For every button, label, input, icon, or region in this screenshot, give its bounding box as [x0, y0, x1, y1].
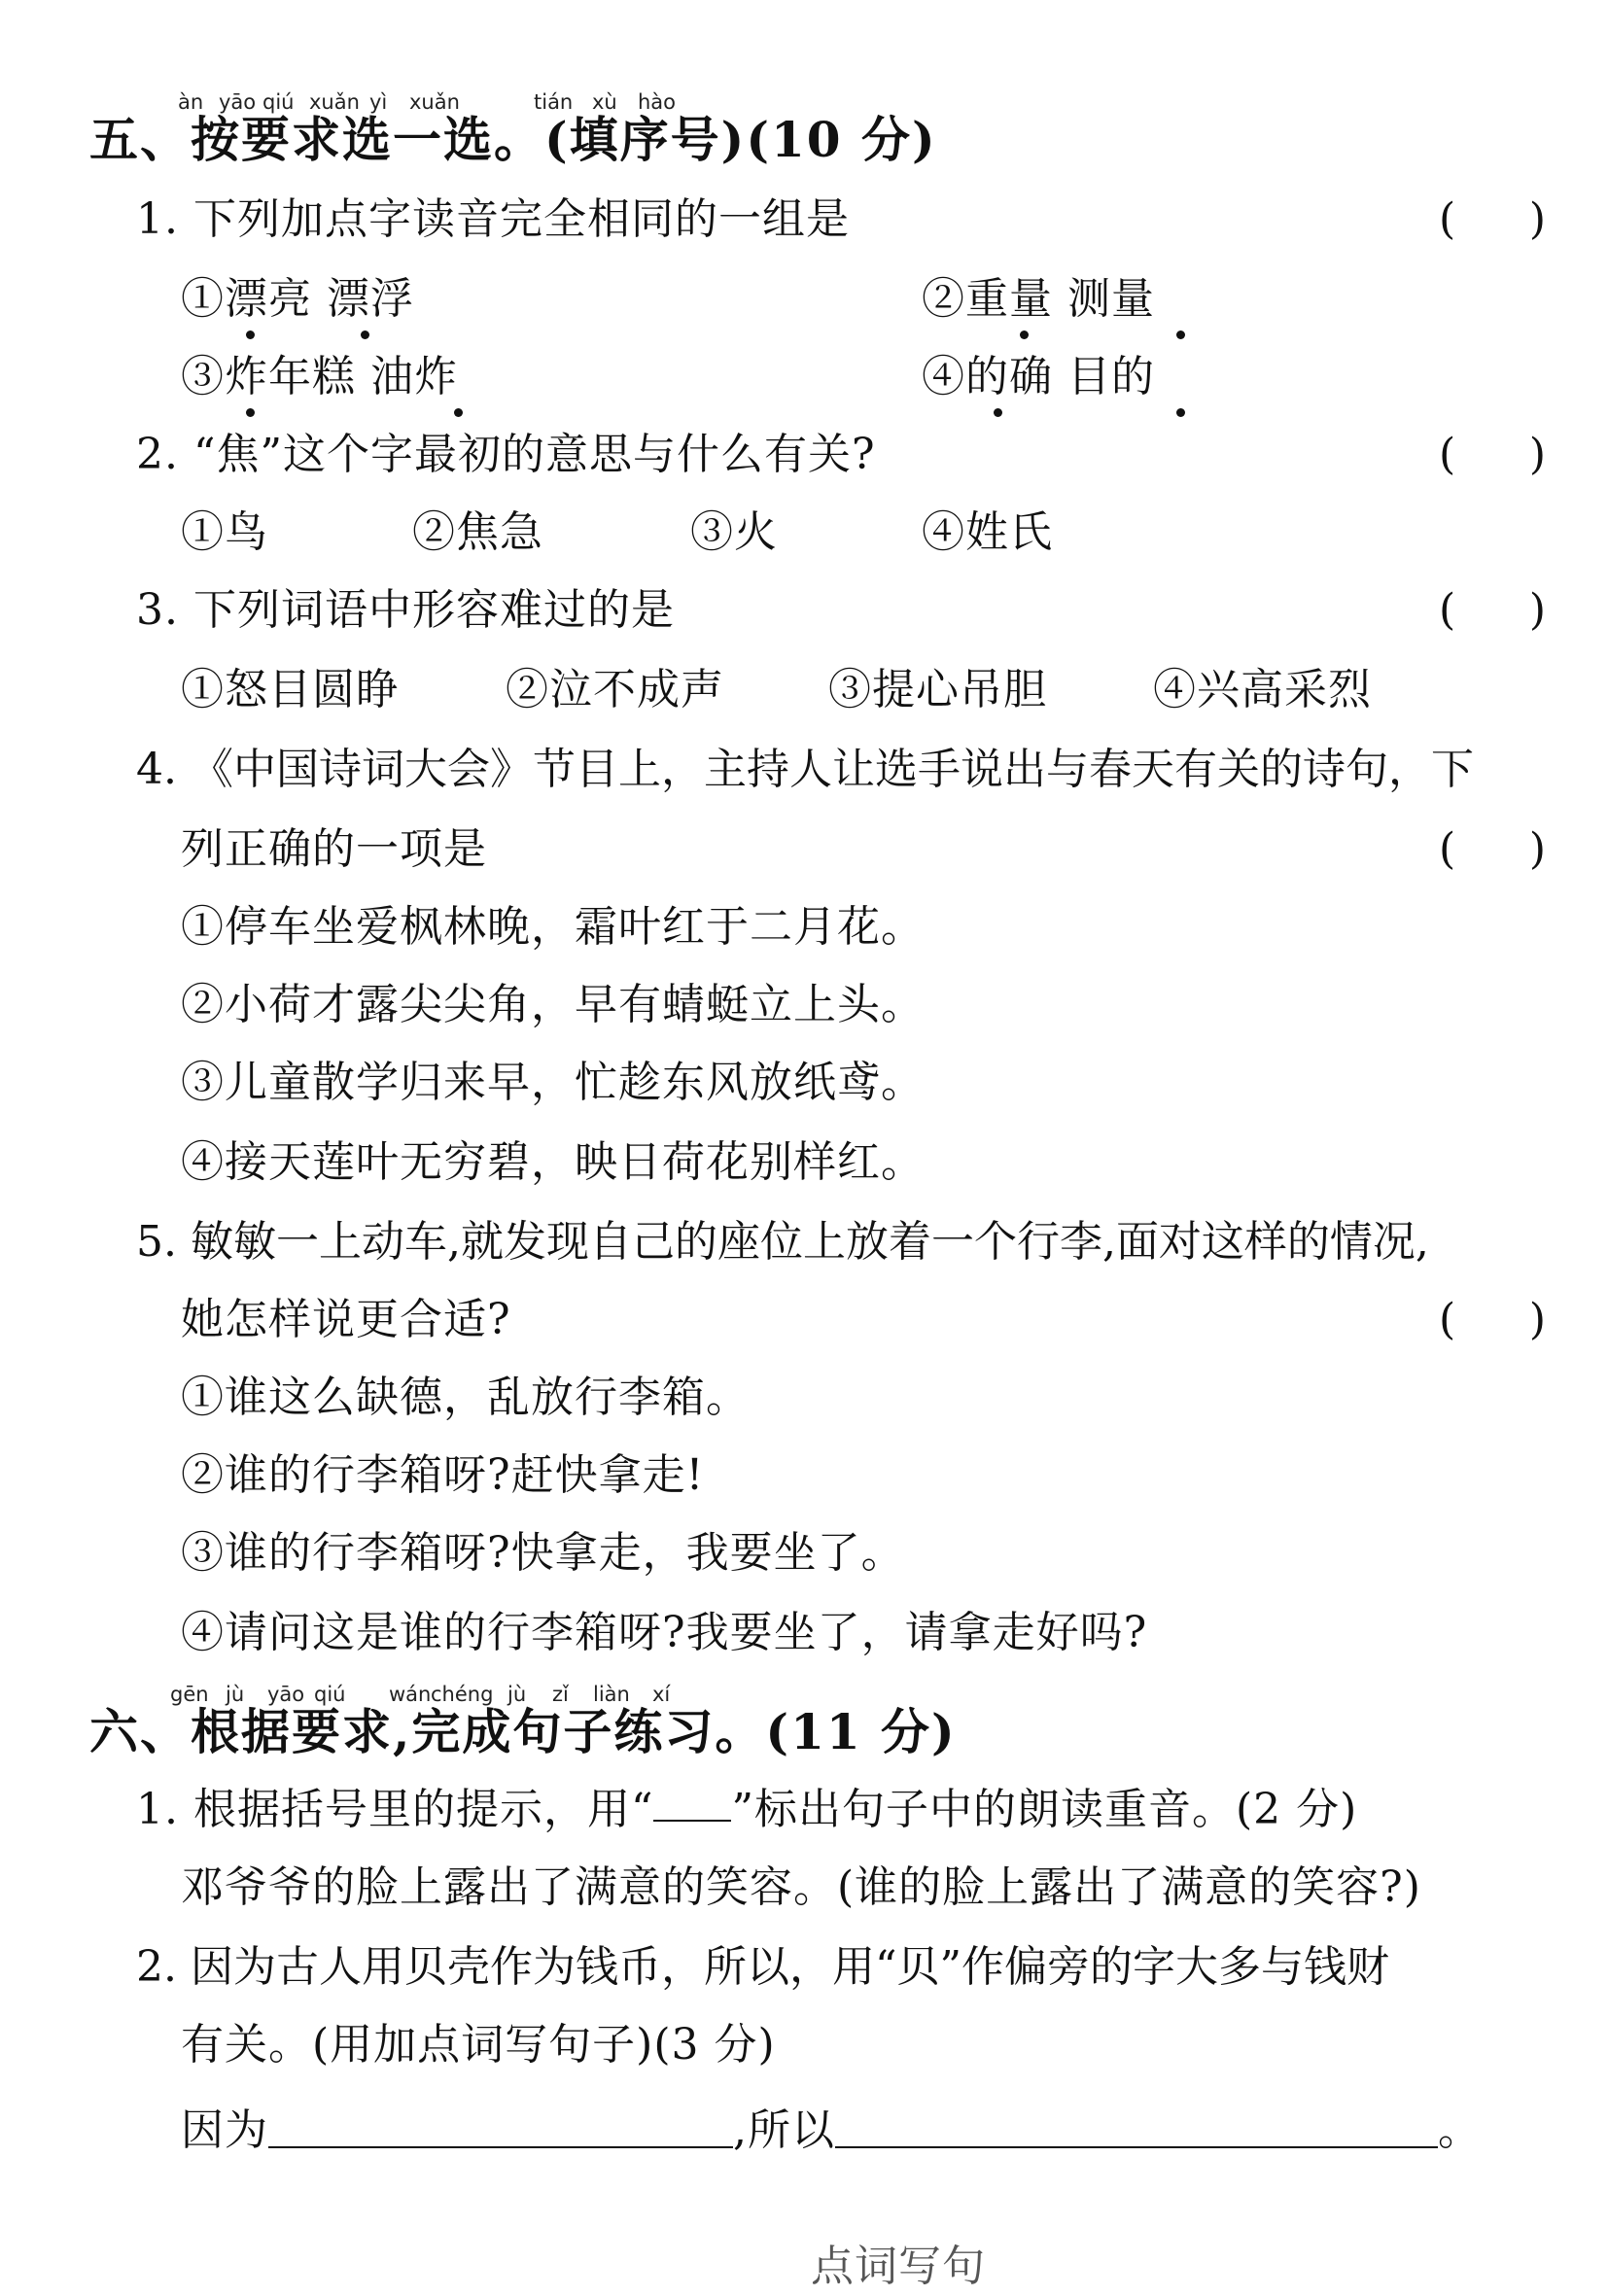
s6-q1-stem-part-b: ”标出句子中的朗读重音。(2 分): [731, 1785, 1358, 1834]
q5-option-1: ①谁这么缺德，乱放行李箱。: [181, 1373, 750, 1422]
emphasis-dot: [454, 408, 463, 417]
pinyin-ju: jù: [226, 1683, 245, 1706]
s6-q1-stem: [136, 1781, 1357, 1839]
pinyin-zi: zǐ: [552, 1683, 569, 1706]
pinyin-yi: yì: [369, 90, 388, 114]
s6-q2-stem-line2: 有关。(用加点词写句子)(3 分): [181, 2020, 776, 2070]
q4-option-3: ③儿童散学归来早，忙趁东风放纸鸢。: [181, 1058, 925, 1107]
emphasis-dot: [246, 408, 255, 417]
s6-q1-sentence[interactable]: 邓爷爷的脸上露出了满意的笑容。(谁的脸上露出了满意的笑容?): [181, 1862, 1421, 1912]
pinyin-lian: liàn: [593, 1683, 630, 1706]
q2-option-1: ①鸟: [181, 507, 268, 557]
q5-option-4: ④请问这是谁的行李箱呀?我要坐了，请拿走好吗?: [181, 1608, 1148, 1657]
paren-right: ): [1528, 430, 1546, 479]
q1-stem: 1. 下列加点字读音完全相同的一组是: [136, 194, 850, 244]
q4-answer-blank[interactable]: [1439, 820, 1546, 879]
q1-option-2: ②重量 测量: [922, 274, 1155, 324]
answer-blank-2[interactable]: [835, 2107, 1438, 2148]
pinyin-xuan-2: xuǎn: [409, 90, 460, 114]
pinyin-tian: tián: [534, 90, 574, 114]
pinyin-xuan: xuǎn: [309, 90, 360, 114]
q4-option-4: ④接天莲叶无穷碧，映日荷花别样红。: [181, 1137, 925, 1187]
s6-q1-stem-part-a: 1. 根据括号里的提示，用“: [136, 1785, 654, 1834]
q3-option-2: ②泣不成声: [506, 665, 724, 714]
paren-right: ): [1528, 194, 1546, 244]
q4-option-2: ②小荷才露尖尖角，早有蜻蜓立上头。: [181, 980, 925, 1029]
pinyin-qiu: qiú: [262, 90, 295, 114]
section5-title: 五、按要求选一选。(填序号)(10 分): [89, 111, 937, 168]
q1-option-3: ③炸年糕 油炸: [181, 352, 458, 401]
q5-option-3: ③谁的行李箱呀?快拿走，我要坐了。: [181, 1528, 905, 1578]
pinyin-xu: xù: [592, 90, 617, 114]
q2-stem: 2. “焦”这个字最初的意思与什么有关?: [136, 430, 876, 479]
pinyin-cheng: chéng: [431, 1683, 494, 1706]
pinyin-ju-2: jù: [507, 1683, 527, 1706]
s6-q2-stem-line1: 2. 因为古人用贝壳作为钱币，所以，用“贝”作偏旁的字大多与钱财: [136, 1942, 1389, 1992]
s6-q2-fill-line: [181, 2102, 1482, 2160]
paren-left: (: [1439, 194, 1456, 244]
pinyin-wan: wán: [389, 1683, 432, 1706]
pinyin-an: àn: [178, 90, 204, 114]
q2-option-2: ②焦急: [412, 507, 543, 557]
paren-left: (: [1439, 585, 1456, 635]
paren-left: (: [1439, 824, 1456, 874]
q3-answer-blank[interactable]: [1439, 581, 1546, 640]
yinwei-label: 因为: [181, 2105, 268, 2155]
q1-option-1: ①漂亮 漂浮: [181, 274, 414, 324]
emphasis-dot: [994, 408, 1002, 417]
q2-option-3: ③火: [690, 507, 778, 557]
q4-stem-line1: 4. 《中国诗词大会》节目上，主持人让选手说出与春天有关的诗句，下: [136, 745, 1474, 794]
q1-answer-blank[interactable]: [1439, 191, 1546, 249]
pinyin-yao: yāo: [219, 90, 257, 114]
q2-answer-blank[interactable]: [1439, 426, 1546, 484]
paren-left: (: [1439, 1295, 1456, 1344]
paren-right: ): [1528, 585, 1546, 635]
q5-answer-blank[interactable]: [1439, 1291, 1546, 1349]
q5-stem-line1: 5. 敏敏一上动车,就发现自己的座位上放着一个行李,面对这样的情况,: [136, 1217, 1429, 1267]
paren-right: ): [1528, 824, 1546, 874]
emphasis-dot: [1176, 330, 1185, 339]
q4-stem-line2: 列正确的一项是: [181, 824, 487, 874]
emphasis-dot: [361, 330, 369, 339]
pinyin-hao: hào: [638, 90, 677, 114]
q3-option-4: ④兴高采烈: [1153, 665, 1372, 714]
pinyin-xi: xí: [652, 1683, 671, 1706]
q4-option-1: ①停车坐爱枫林晚，霜叶红于二月花。: [181, 902, 925, 952]
paren-left: (: [1439, 430, 1456, 479]
stress-mark-sample: [653, 1785, 731, 1822]
q2-option-4: ④姓氏: [922, 507, 1053, 557]
q5-stem-line2: 她怎样说更合适?: [181, 1295, 511, 1344]
q5-option-2: ②谁的行李箱呀?赶快拿走!: [181, 1450, 705, 1500]
paren-right: ): [1528, 1295, 1546, 1344]
q3-stem: 3. 下列词语中形容难过的是: [136, 585, 675, 635]
emphasis-dot: [1176, 408, 1185, 417]
emphasis-dot: [246, 330, 255, 339]
section6-title: 六、根据要求,完成句子练习。(11 分): [89, 1703, 957, 1760]
emphasis-dot: [1020, 330, 1029, 339]
pinyin-qiu: qiú: [314, 1683, 346, 1706]
q3-option-3: ③提心吊胆: [828, 665, 1047, 714]
suoyi-label: ,所以: [733, 2105, 835, 2155]
cut-off-text: 点词写句: [811, 2242, 986, 2291]
answer-blank-1[interactable]: [268, 2107, 733, 2148]
period: 。: [1438, 2105, 1482, 2155]
pinyin-yao: yāo: [267, 1683, 305, 1706]
pinyin-gen: gēn: [170, 1683, 209, 1706]
q3-option-1: ①怒目圆睁: [181, 665, 400, 714]
q1-option-4: ④的确 目的: [922, 352, 1155, 401]
